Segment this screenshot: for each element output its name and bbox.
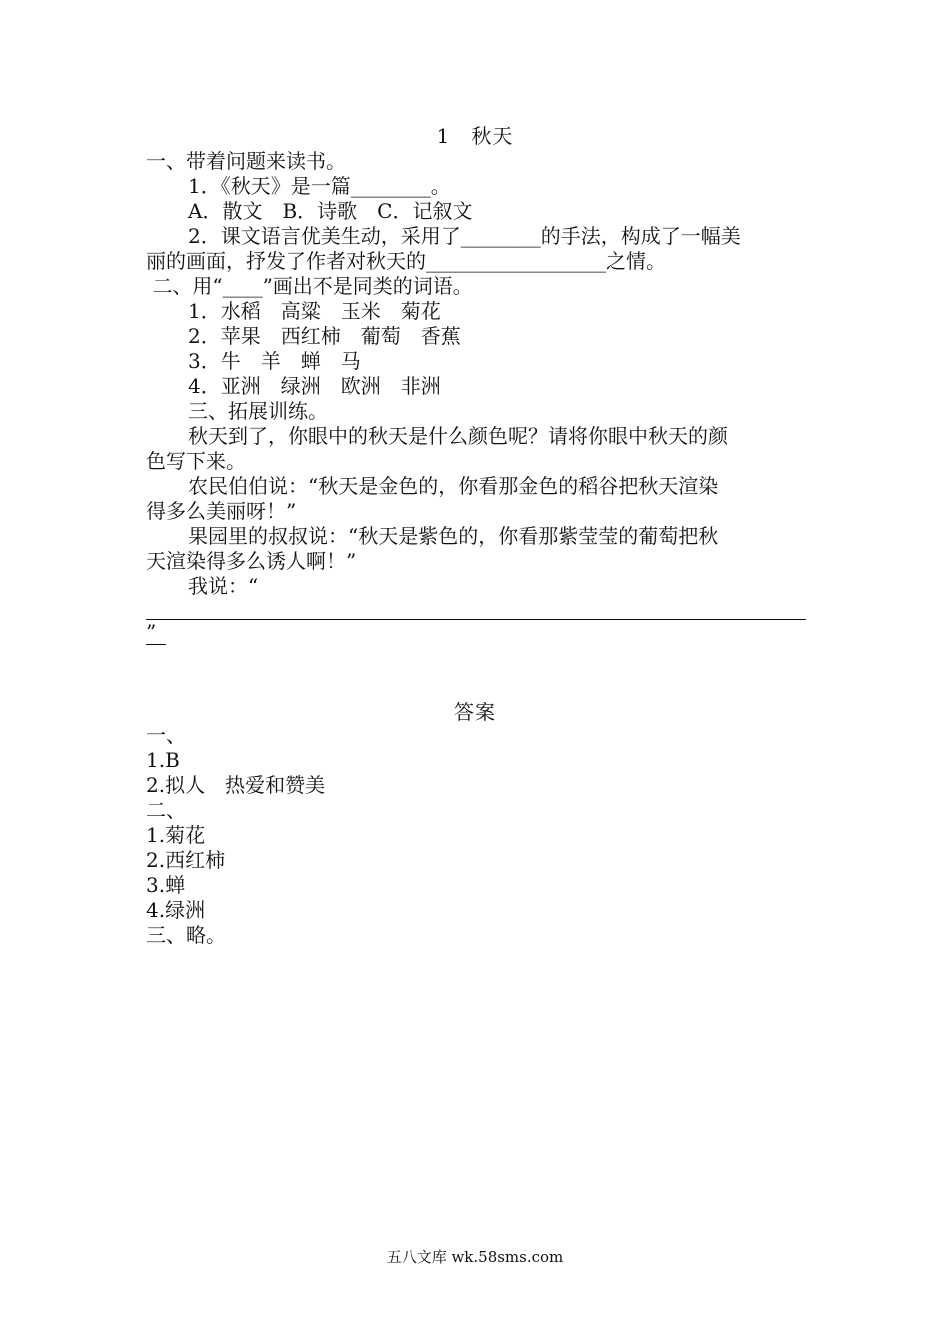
question-2-line-2: 丽的画面，抒发了作者对秋天的__________________之情。 <box>146 249 666 273</box>
word-group-4: 4．亚洲 绿洲 欧洲 非洲 <box>188 374 441 398</box>
question-2-line-1: 2．课文语言优美生动，采用了________的手法，构成了一幅美 <box>188 224 741 248</box>
section2-heading: 二、用“____”画出不是同类的词语。 <box>146 274 473 298</box>
answer-line: 3.蝉 <box>146 873 186 897</box>
word-group-2: 2．苹果 西红柿 葡萄 香蕉 <box>188 324 461 348</box>
section1-heading: 一、带着问题来读书。 <box>146 149 346 173</box>
answer-line: 4.绿洲 <box>146 898 206 922</box>
answer-line: 2.西红柿 <box>146 848 226 872</box>
answer-line: 三、略。 <box>146 923 226 947</box>
paragraph-2-line-1: 农民伯伯说：“秋天是金色的，你看那金色的稻谷把秋天渲染 <box>188 474 719 498</box>
answer-line: 二、 <box>146 798 186 822</box>
answers-title: 答案 <box>454 700 496 724</box>
section3-heading: 三、拓展训练。 <box>188 399 328 423</box>
answer-line: 1.菊花 <box>146 823 206 847</box>
paragraph-2-line-2: 得多么美丽呀！” <box>146 499 297 523</box>
closing-underline <box>146 644 166 645</box>
answer-line: 1.B <box>146 748 180 772</box>
paragraph-1-line-1: 秋天到了，你眼中的秋天是什么颜色呢？请将你眼中秋天的颜 <box>188 424 728 448</box>
paragraph-1-line-2: 色写下来。 <box>146 449 246 473</box>
answer-line: 一、 <box>146 723 186 747</box>
paragraph-4: 我说：“ <box>188 574 259 598</box>
question-1: 1．《秋天》是一篇________。 <box>188 174 451 198</box>
paragraph-3-line-1: 果园里的叔叔说：“秋天是紫色的，你看那紫莹莹的葡萄把秋 <box>188 524 719 548</box>
paragraph-3-line-2: 天渲染得多么诱人啊！” <box>146 549 357 573</box>
closing-quote: ” <box>146 620 157 644</box>
answer-line: 2.拟人 热爱和赞美 <box>146 773 326 797</box>
question-1-options: A．散文 B．诗歌 C．记叙文 <box>188 199 473 223</box>
footer-watermark: 五八文库 wk.58sms.com <box>386 1248 564 1266</box>
worksheet-title: 1 秋天 <box>436 124 514 148</box>
word-group-1: 1．水稻 高粱 玉米 菊花 <box>188 299 441 323</box>
word-group-3: 3．牛 羊 蝉 马 <box>188 349 361 373</box>
answer-blank-line <box>146 619 806 620</box>
